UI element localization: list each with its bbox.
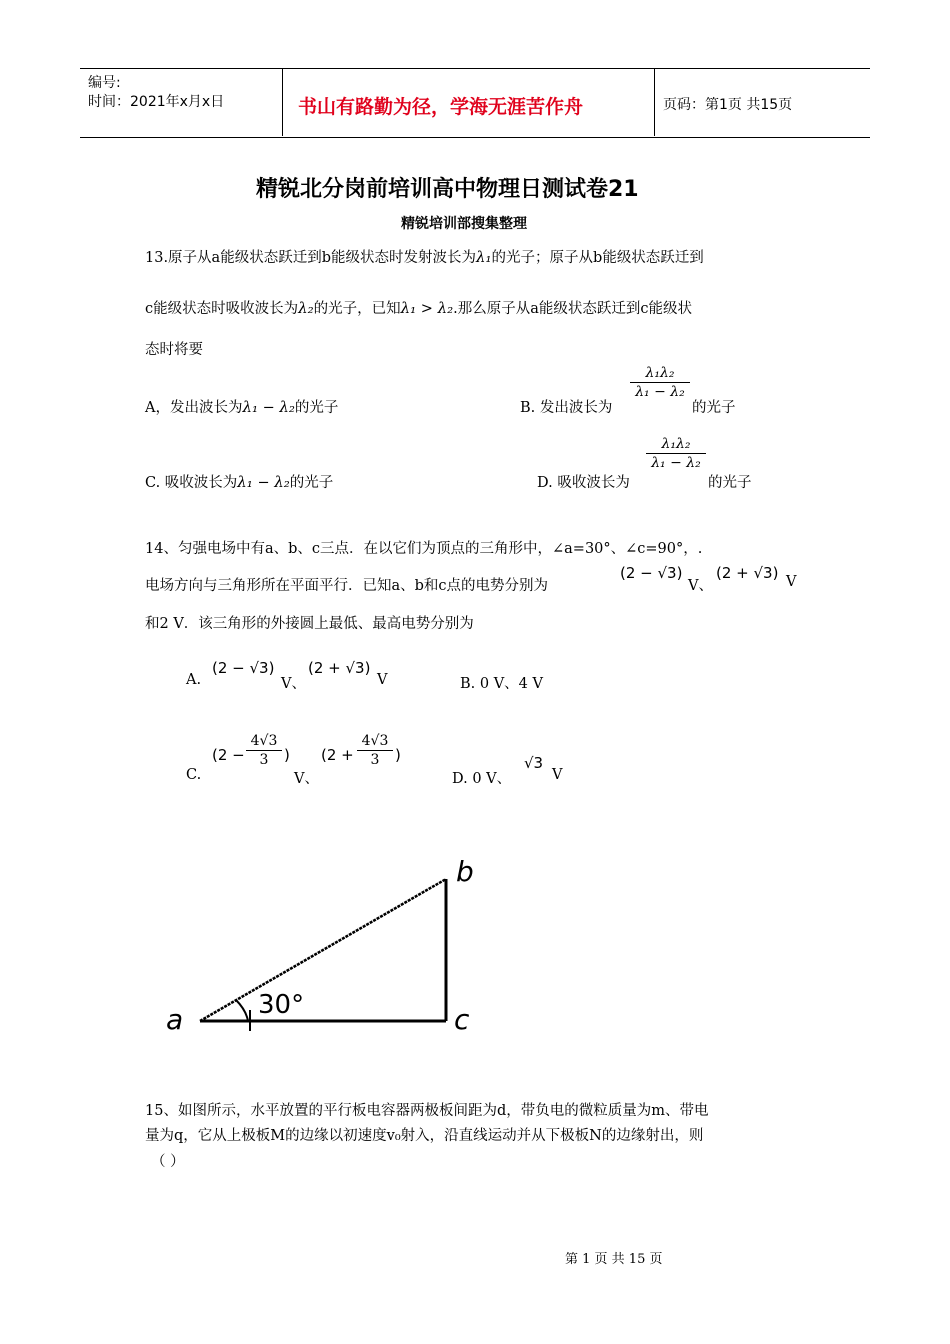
q14-option-d-unit: V bbox=[552, 767, 563, 783]
q14-line2-unit: V、 bbox=[688, 578, 713, 594]
label-a: a bbox=[166, 1003, 184, 1036]
triangle-figure bbox=[160, 845, 490, 1045]
q13-option-b-suffix: 的光子 bbox=[692, 400, 736, 416]
q13-option-b[interactable]: B. 发出波长为 bbox=[520, 400, 613, 416]
q14-option-a-sep: V、 bbox=[281, 676, 306, 692]
q15-line1: 15、如图所示，水平放置的平行板电容器两极板间距为d，带负电的微粒质量为m、带电 bbox=[145, 1103, 709, 1119]
q14-option-c[interactable]: C. bbox=[186, 767, 202, 783]
angle-arc bbox=[236, 1000, 248, 1021]
q15-answer-blank[interactable]: （ ） bbox=[151, 1154, 185, 1170]
q13-line3: 态时将要 bbox=[145, 342, 203, 358]
page-title: 精锐北分岗前培训高中物理日测试卷21 bbox=[256, 177, 639, 202]
code-label: 编号: bbox=[88, 75, 121, 91]
q14-option-a-expr2: (2 + √3) bbox=[308, 659, 371, 677]
motto: 书山有路勤为径，学海无涯苦作舟 bbox=[298, 96, 584, 118]
q13-line2: c能级状态时吸收波长为λ₂的光子，已知λ₁ > λ₂.那么原子从a能级状态跃迁到c能级状 bbox=[145, 299, 692, 317]
q14-line1: 14、匀强电场中有a、b、c三点．在以它们为顶点的三角形中，∠a=30°、∠c=90°，. bbox=[145, 541, 703, 557]
q13-line1: 13.原子从a能级状态跃迁到b能级状态时发射波长为λ₁的光子；原子从b能级状态跃迁到 bbox=[145, 248, 704, 266]
lambda2-symbol: λ₂ bbox=[298, 299, 314, 317]
q14-option-c-sep: V、 bbox=[294, 771, 319, 787]
subtitle: 精锐培训部搜集整理 bbox=[401, 216, 527, 232]
page-info: 页码：第1页 共15页 bbox=[663, 97, 793, 113]
q14-option-c-expr1-open: (2 − bbox=[212, 746, 245, 764]
q14-option-a-expr1: (2 − √3) bbox=[212, 659, 275, 677]
q13-option-c[interactable]: C. 吸收波长为λ₁ − λ₂的光子 bbox=[145, 473, 334, 491]
q13-option-d-fraction: $\frac{\text{λ₁λ₂}}{\text{λ₁ − λ₂}}$ bbox=[646, 436, 706, 471]
q14-option-c-frac2: $\frac{4√3}{3}$ bbox=[357, 733, 393, 768]
q14-option-b[interactable]: B. 0 V、4 V bbox=[460, 676, 543, 692]
lambda1-symbol: λ₁ bbox=[476, 248, 492, 266]
q14-option-c-expr2-open: (2 + bbox=[321, 746, 354, 764]
page-footer: 第 1 页 共 15 页 bbox=[565, 1252, 663, 1267]
q13-option-d[interactable]: D. 吸收波长为 bbox=[537, 475, 630, 491]
q14-line3: 和2 V．该三角形的外接圆上最低、最高电势分别为 bbox=[145, 616, 474, 632]
q14-option-c-expr1-close: ) bbox=[284, 746, 290, 764]
q14-line2-text: 电场方向与三角形所在平面平行．已知a、b和c点的电势分别为 bbox=[145, 578, 549, 594]
q14-line2-unit2: V bbox=[786, 574, 797, 590]
q13-option-d-suffix: 的光子 bbox=[708, 475, 752, 491]
angle-label: 30° bbox=[258, 990, 305, 1020]
label-b: b bbox=[456, 855, 474, 888]
q14-option-a-unit: V bbox=[377, 672, 388, 688]
q14-expr-b: (2 + √3) bbox=[716, 564, 779, 582]
q14-option-c-expr2-close: ) bbox=[395, 746, 401, 764]
label-c: c bbox=[454, 1003, 470, 1036]
q14-option-d-expr: √3 bbox=[524, 754, 544, 772]
q13-option-b-fraction: $\frac{\text{λ₁λ₂}}{\text{λ₁ − λ₂}}$ bbox=[630, 365, 690, 400]
header-divider bbox=[654, 68, 655, 136]
q15-line2: 量为q，它从上极板M的边缘以初速度v₀射入，沿直线运动并从下极板N的边缘射出，则 bbox=[145, 1128, 704, 1144]
q14-option-c-frac1: $\frac{4√3}{3}$ bbox=[246, 733, 282, 768]
time-label: 时间：2021年x月x日 bbox=[88, 94, 225, 110]
header-divider bbox=[282, 68, 283, 136]
q14-expr-a: (2 − √3) bbox=[620, 564, 683, 582]
q13-option-a[interactable]: A，发出波长为λ₁ − λ₂的光子 bbox=[145, 398, 339, 416]
q14-option-a[interactable]: A. bbox=[186, 672, 202, 688]
q14-option-d[interactable]: D. 0 V、 bbox=[452, 771, 512, 787]
